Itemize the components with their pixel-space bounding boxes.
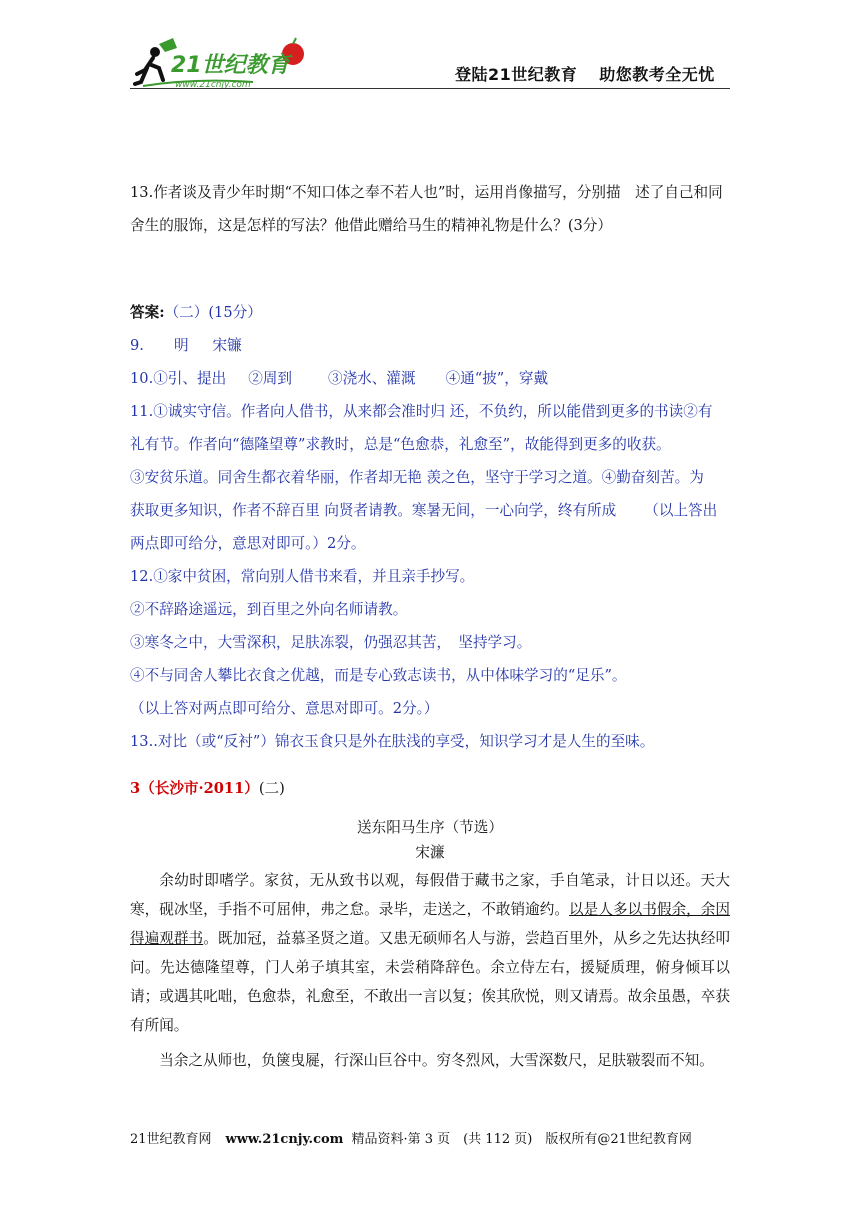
answer-11-line-2: 礼有节。作者向“德隆望尊”求教时，总是“色愈恭，礼愈至”，故能得到更多的收获。: [130, 436, 671, 453]
answer-12-note: （以上答对两点即可给分、意思对即可。2分。）: [130, 700, 439, 717]
answer-section: （二）(15分）: [164, 304, 262, 321]
document-body: [130, 176, 730, 1075]
footer-left: 21世纪教育网: [130, 1132, 212, 1147]
slogan-right: 助您教考全无忧: [599, 65, 715, 84]
answer-10-2: ②周到: [248, 370, 292, 387]
answer-11-line-4: [130, 494, 730, 527]
logo-url: www.21cnjy.com: [175, 80, 251, 90]
answer-13: 13..对比（或“反衬”）锦衣玉食只是外在肤浅的享受，知识学习才是人生的至味。: [130, 733, 655, 750]
answer-9-dynasty: 明: [173, 337, 189, 354]
answer-block: [130, 296, 730, 758]
footer-right: 精品资料·第 3 页 (共 112 页) 版权所有@21世纪教育网: [351, 1132, 692, 1147]
passage-paragraph-1: [130, 866, 730, 1040]
logo: [133, 36, 313, 96]
page-footer: [130, 1128, 730, 1147]
answer-10-4: ④通“披”，穿戴: [445, 370, 549, 387]
header-divider: [130, 88, 730, 89]
answer-11-line-4b: （以上答出: [644, 502, 718, 519]
passage-paragraph-2: 当余之从师也，负箧曳屣，行深山巨谷中。穷冬烈风，大雪深数尺，足肤皲裂而不知。: [159, 1052, 714, 1069]
p1-underlined: 以是人多以书假余，余因得遍观群书: [130, 901, 730, 947]
slogan-left: 登陆21世纪教育: [455, 65, 578, 84]
answer-12-4: ④不与同舍人攀比衣食之优越，而是专心致志读书，从中体味学习的“足乐”。: [130, 667, 627, 684]
section-heading: [130, 772, 730, 805]
passage-author: 宋濂: [415, 844, 445, 861]
answer-10: [130, 362, 730, 395]
answer-11-line-4a: 获取更多知识，作者不辞百里 向贤者请教。寒暑无间，一心向学，终有所成: [130, 502, 617, 519]
answer-9-num: 9.: [130, 337, 144, 354]
answer-9-name: 宋镰: [212, 337, 242, 354]
answer-12-3: ③寒冬之中，大雪深积，足肤冻裂，仍强忍其苦， 坚持学习。: [130, 634, 532, 651]
logo-text: 21世纪教育: [171, 53, 290, 78]
answer-12-2: ②不辞路途遥远，到百里之外向名师请教。: [130, 601, 408, 618]
footer-site: www.21cnjy.com: [225, 1132, 344, 1147]
p1-text-b: 。既加冠，益慕圣贤之道。又患无硕师名人与游，尝趋百里外，从乡之先达执经叩问。先达德隆望尊，门人弟子填其室，未尝稍降辞色。余立侍左右，援疑质理，俯身倾耳以请；或遇其叱咄，色愈恭，礼愈至，不敢出一言以复；俟其欣悦，则又请焉。故余虽愚，卒获有所闻。: [130, 930, 730, 1034]
passage-title: 送东阳马生序（节选）: [357, 819, 503, 836]
answer-10-3: ③浇水、灌溉: [327, 370, 416, 387]
answer-label: 答案:: [130, 304, 165, 321]
p1-text-a: 余幼时即嗜学。家贫，无从致书以观，每假借于藏书之家，手自笔录，计日以还。天大寒，砚冰坚，手指不可屈伸，弗之怠。录毕，走送之，不敢销逾约。: [130, 872, 730, 918]
answer-10-1: 10.①引、提出: [130, 370, 227, 387]
answer-11-line-5: 两点即可给分，意思对即可。）2分。: [130, 535, 366, 552]
header-slogan: [455, 62, 715, 85]
answer-11-line-1: 11.①诚实守信。作者向人借书，从来都会准时归 还，不负约，所以能借到更多的书读②有: [130, 403, 713, 420]
answer-12-1: 12.①家中贫困，常向别人借书来看，并且亲手抄写。: [130, 568, 475, 585]
answer-header: [130, 296, 730, 329]
answer-11-line-3: ③安贫乐道。同舍生都衣着华丽，作者却无艳 羡之色，坚守于学习之道。④勤奋刻苦。为: [130, 469, 704, 486]
logo-graphic: [133, 36, 313, 96]
answer-9: [130, 329, 730, 362]
section-source: 3（长沙市·2011）: [130, 780, 259, 797]
question-13: 13.作者谈及青少年时期“不知口体之奉不若人也”时，运用肖像描写，分别描 述了自己和同舍生的服饰，这是怎样的写法？他借此赠给马生的精神礼物是什么？(3分）: [130, 184, 723, 234]
section-part: (二): [258, 780, 285, 797]
